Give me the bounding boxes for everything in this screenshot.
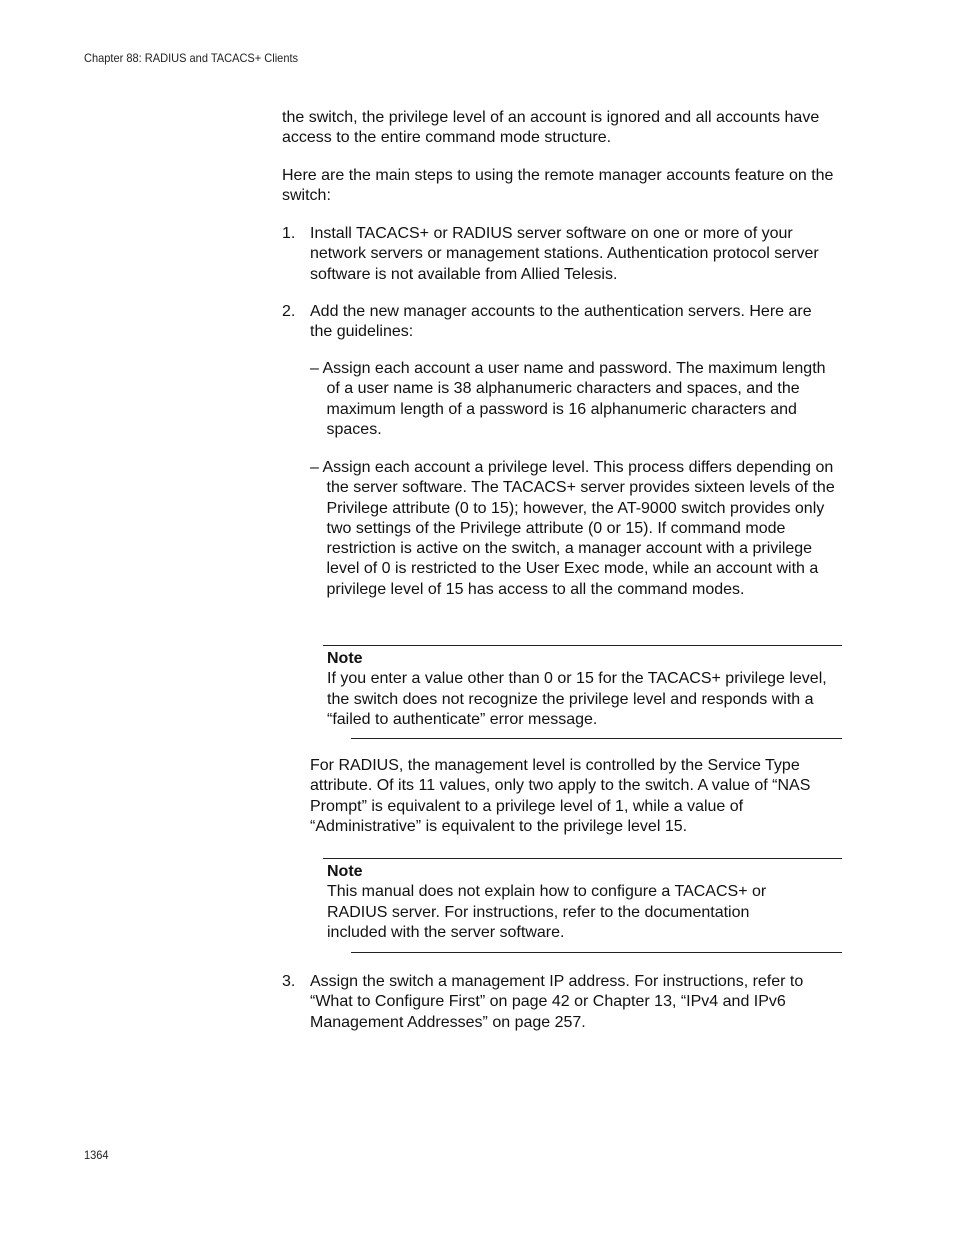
intro-continued-paragraph: the switch, the privilege level of an account is ignored and all accounts have access to the entire command mode structure. (282, 109, 820, 147)
page-number: 1364 (84, 1148, 109, 1162)
guideline-bullet-privilege: – Assign each account a privilege level. This process differs depending on the server software. The TACACS+ server provides sixteen levels of the Privilege attribute (0 to 15); however, the AT-9000 switch provides only two settings of the Privilege attribute (0 or 15). If command mode restriction is active on the switch, a manager account with a privilege level of 0 is restricted to the User Exec mode, while an account with a privilege level of 15 has access to all the command modes. (310, 459, 835, 598)
note-bottom-rule (351, 738, 842, 739)
step-2-number: 2. (282, 303, 296, 320)
note-box-server-config (323, 858, 842, 943)
step-1-text: Install TACACS+ or RADIUS server software on one or more of your network servers or management stations. Authentication protocol server software is not available from Allied Telesis. (310, 225, 819, 283)
note-title: Note (327, 650, 363, 667)
step-1-number: 1. (282, 225, 296, 242)
step-2-text: Add the new manager accounts to the authentication servers. Here are the guidelines: (310, 303, 812, 341)
steps-intro-paragraph: Here are the main steps to using the remote manager accounts feature on the switch: (282, 167, 834, 205)
step-3-text: Assign the switch a management IP address. For instructions, refer to “What to Configure First” on page 42 or Chapter 13, “IPv4 and IPv6 Management Addresses” on page 257. (310, 973, 804, 1031)
note-title: Note (327, 863, 363, 880)
note-bottom-rule (351, 952, 842, 953)
running-header: Chapter 88: RADIUS and TACACS+ Clients (84, 51, 299, 65)
radius-paragraph: For RADIUS, the management level is controlled by the Service Type attribute. Of its 11 values, only two apply to the switch. A value of “NAS Prompt” is equivalent to a privilege level of 1, while a value of “Administrative” is equivalent to the privilege level 15. (310, 757, 811, 835)
note-text: This manual does not explain how to configure a TACACS+ or RADIUS server. For instructions, refer to the documentation included with the server software. (327, 883, 767, 941)
note-text: If you enter a value other than 0 or 15 for the TACACS+ privilege level, the switch does not recognize the privilege level and responds with a “failed to authenticate” error message. (327, 670, 827, 728)
note-box-privilege (323, 645, 842, 730)
step-3-number: 3. (282, 973, 296, 990)
guideline-bullet-username: – Assign each account a user name and password. The maximum length of a user name is 38 alphanumeric characters and spaces, and the maximum length of a password is 16 alphanumeric characters and spaces. (310, 360, 826, 438)
